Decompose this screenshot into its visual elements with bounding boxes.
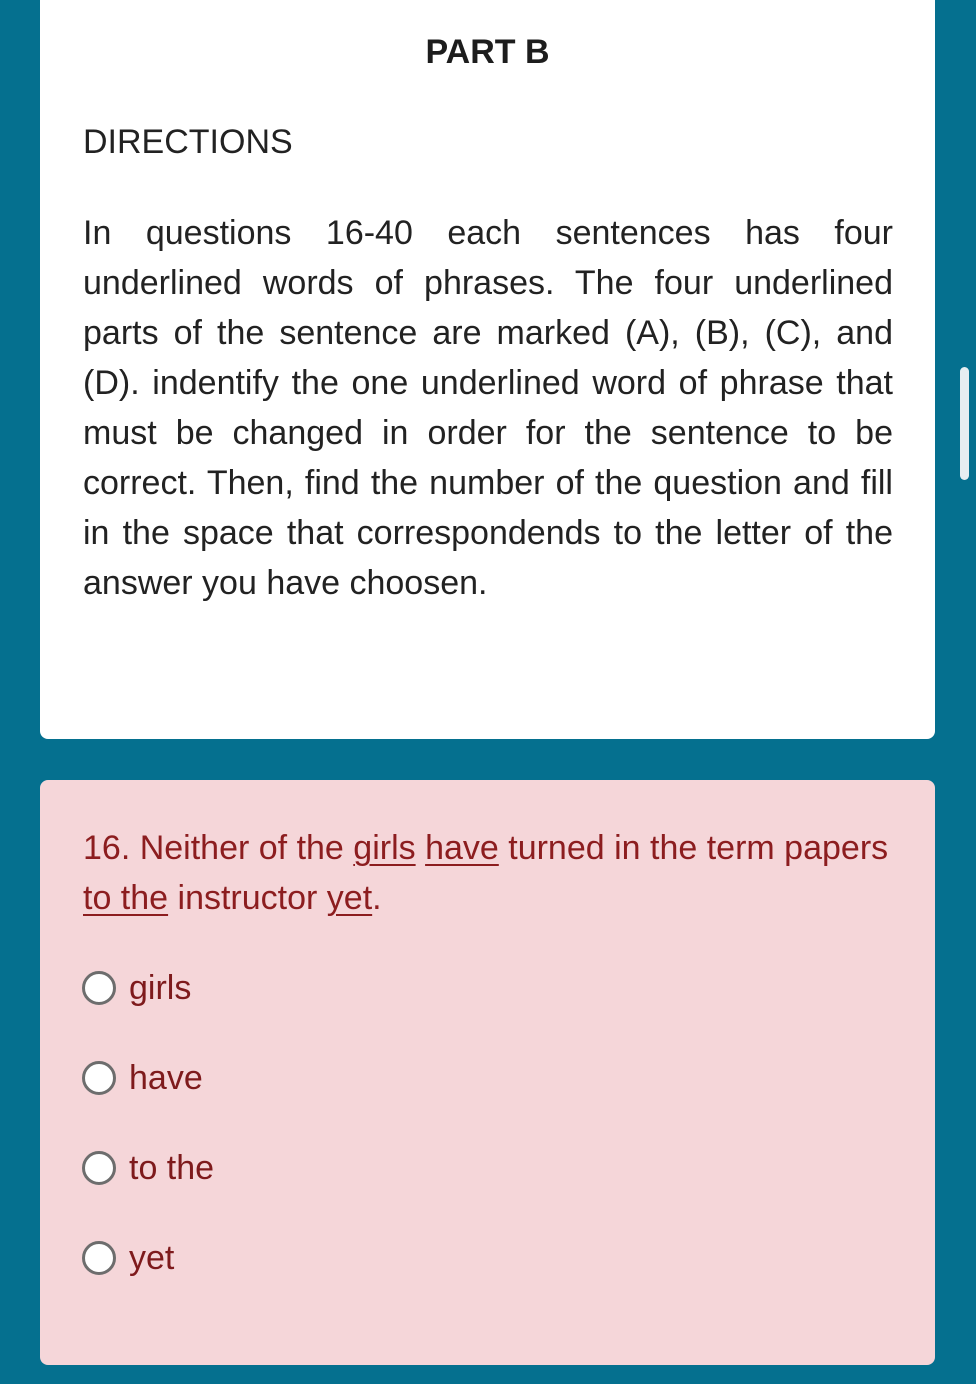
directions-heading: DIRECTIONS	[83, 123, 293, 161]
underlined-word-to-the: to the	[83, 879, 169, 917]
radio-button[interactable]	[82, 1151, 116, 1185]
underlined-word-have: have	[425, 829, 499, 867]
question-text	[83, 823, 893, 923]
question-part	[416, 829, 425, 867]
scrollbar-thumb[interactable]	[960, 367, 969, 480]
question-part: .	[372, 879, 382, 917]
option-label: have	[129, 1059, 203, 1097]
option-girls[interactable]	[82, 966, 191, 1010]
directions-card	[40, 0, 935, 739]
option-label: yet	[129, 1239, 175, 1277]
underlined-word-yet: yet	[326, 879, 373, 917]
option-to-the[interactable]	[82, 1146, 214, 1190]
question-part: turned in the term papers	[498, 829, 889, 867]
underlined-word-girls: girls	[353, 829, 416, 867]
directions-text: In questions 16-40 each sentences has four underlined words of phrases. The four underlined parts of the sentence are marked (A), (B), (C), and (D). indentify the one underlined word of phrase that must be changed in order for the sentence to be correct. Then, find the number of the question and fill in the space that correspondends to the letter of the answer you have choosen.	[83, 214, 893, 602]
question-card	[40, 780, 935, 1365]
part-title: PART B	[425, 33, 550, 71]
radio-button[interactable]	[82, 971, 116, 1005]
option-label: to the	[129, 1149, 215, 1187]
radio-button[interactable]	[82, 1061, 116, 1095]
question-part: instructor	[168, 879, 327, 917]
radio-button[interactable]	[82, 1241, 116, 1275]
option-yet[interactable]	[82, 1236, 174, 1280]
option-have[interactable]	[82, 1056, 203, 1100]
question-part: 16. Neither of the	[83, 829, 354, 867]
option-label: girls	[129, 969, 192, 1007]
